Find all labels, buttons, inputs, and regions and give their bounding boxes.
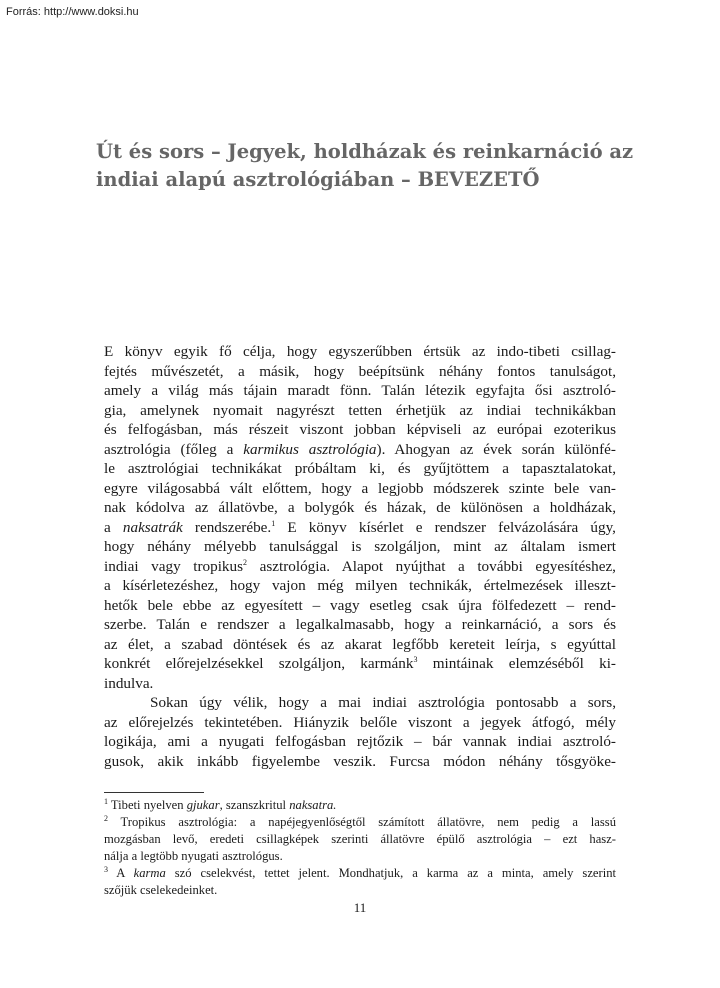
footnote-ref: 2	[243, 557, 248, 567]
body-line: E könyv egyik fő célja, hogy egyszerűbben értsük az indo-tibeti csillag-	[104, 343, 616, 360]
body-line: amely a világ más tájain maradt fönn. Talán létezik egyfajta ősi asztroló-	[104, 382, 616, 399]
text-segment: Tropikus asztrológia: a napéjegyenlőségtől számított állatövre, nem pedig a lassú	[108, 815, 616, 829]
footnote-number: 2	[104, 813, 108, 823]
text-segment: indiai vagy tropikus	[104, 557, 244, 575]
body-line: hetők bele ebbe az egyesített – vagy esetleg csak újra fölfedezett – rend-	[104, 596, 616, 614]
text-segment: a	[104, 518, 123, 536]
body-line: és felfogásban, más részeit viszont jobban képviseli az európai ezoterikus	[104, 421, 616, 438]
body-line: gia, amelynek nyomait nagyrészt tetten érhetjük az indiai technikákban	[104, 401, 616, 419]
body-line	[104, 518, 616, 538]
text-segment: ). Ahogyan az évek során különfé-	[376, 440, 616, 458]
body-line: indulva.	[104, 674, 154, 692]
footnote-number: 1	[104, 796, 108, 806]
text-segment: , szanszkritul	[219, 798, 290, 812]
footnote-line	[104, 797, 616, 814]
body-line	[104, 654, 616, 674]
italic-term: karma	[133, 866, 166, 880]
footnote-ref: 3	[413, 654, 418, 664]
footnote-line: mozgásban levő, eredeti csillagképek szerinti állatövre épülő asztrológia – ezt hasz-	[104, 832, 616, 846]
text-segment: konkrét előrejelzésekkel szolgáljon, karmánk	[104, 655, 414, 672]
body-line: a kísérletezéshez, hogy vajon még milyen technikák, értelmezések illeszt-	[104, 577, 616, 594]
text-segment: Tibeti nyelven	[108, 798, 187, 812]
body-line: az élet, a szabad döntések és az akarat legfőbb kereteit leírja, s egyúttal	[104, 635, 616, 653]
body-line: az előrejelzés tekintetében. Hiányzik belőle viszont a jegyek átfogó, mély	[104, 713, 616, 731]
body-line: Sokan úgy vélik, hogy a mai indiai asztrológia pontosabb a sors,	[150, 694, 616, 711]
title-line: Út és sors – Jegyek, holdházak és reinkarnáció az	[96, 140, 634, 163]
body-line: nak kódolva az állatövbe, a bolygók és házak, de különösen a holdházak,	[104, 499, 616, 516]
footnote-line: nálja a legtöbb nyugati asztrológus.	[104, 849, 283, 863]
italic-term: naksatrák	[122, 518, 183, 536]
footnote-ref: 1	[271, 518, 276, 528]
text-segment: E könyv kísérlet e rendszer felvázolására úgy,	[275, 518, 616, 536]
body-text	[104, 342, 616, 771]
body-line: szerbe. Talán e rendszer a legalkalmasabb, hogy a reinkarnáció, a sors és	[104, 616, 616, 633]
text-segment: asztrológia (főleg a	[104, 440, 244, 458]
footnotes	[104, 792, 616, 899]
body-line: gusok, akik inkább figyelembe veszik. Furcsa módon néhány tősgyöke-	[104, 752, 616, 770]
source-url: Forrás: http://www.doksi.hu	[6, 6, 139, 18]
italic-term: naksatra.	[289, 798, 337, 812]
text-segment: szó cselekvést, tettet jelent. Mondhatjuk, a karma az a minta, amely szerint	[165, 866, 616, 880]
body-line: hogy néhány mélyebb tanulsággal is szolgáljon, mint az általam ismert	[104, 538, 616, 555]
body-line: fejtés művészetét, a másik, hogy beépítsünk néhány fontos tanulságot,	[104, 362, 616, 380]
footnote-divider	[104, 792, 204, 793]
page-number: 11	[353, 900, 367, 915]
italic-term: gjukar	[186, 798, 220, 812]
footnote-line	[104, 865, 616, 882]
text-segment: rendszerébe.	[182, 518, 272, 536]
footnote-number: 3	[104, 864, 108, 874]
italic-term: karmikus asztrológia	[243, 440, 377, 458]
footnote-line	[104, 814, 616, 831]
footnote-line: szőjük cselekedeinket.	[104, 883, 218, 897]
body-line: logikája, ami a nyugati felfogásban rejtőzik – bár vannak indiai asztroló-	[104, 733, 616, 750]
body-line	[104, 557, 616, 577]
text-segment: mintáinak elemzéséből ki-	[417, 655, 616, 672]
body-line	[104, 440, 616, 460]
title-line: indiai alapú asztrológiában – BEVEZETŐ	[96, 168, 540, 191]
body-line: le asztrológiai technikákat próbáltam ki, és gyűjtöttem a tapasztalatokat,	[104, 460, 616, 477]
text-segment: A	[108, 866, 134, 880]
chapter-title	[96, 138, 636, 194]
body-line: egyre világosabbá vált előttem, hogy a legjobb módszerek szinte bele van-	[104, 479, 616, 497]
text-segment: asztrológia. Alapot nyújthat a további egyesítéshez,	[247, 557, 616, 575]
